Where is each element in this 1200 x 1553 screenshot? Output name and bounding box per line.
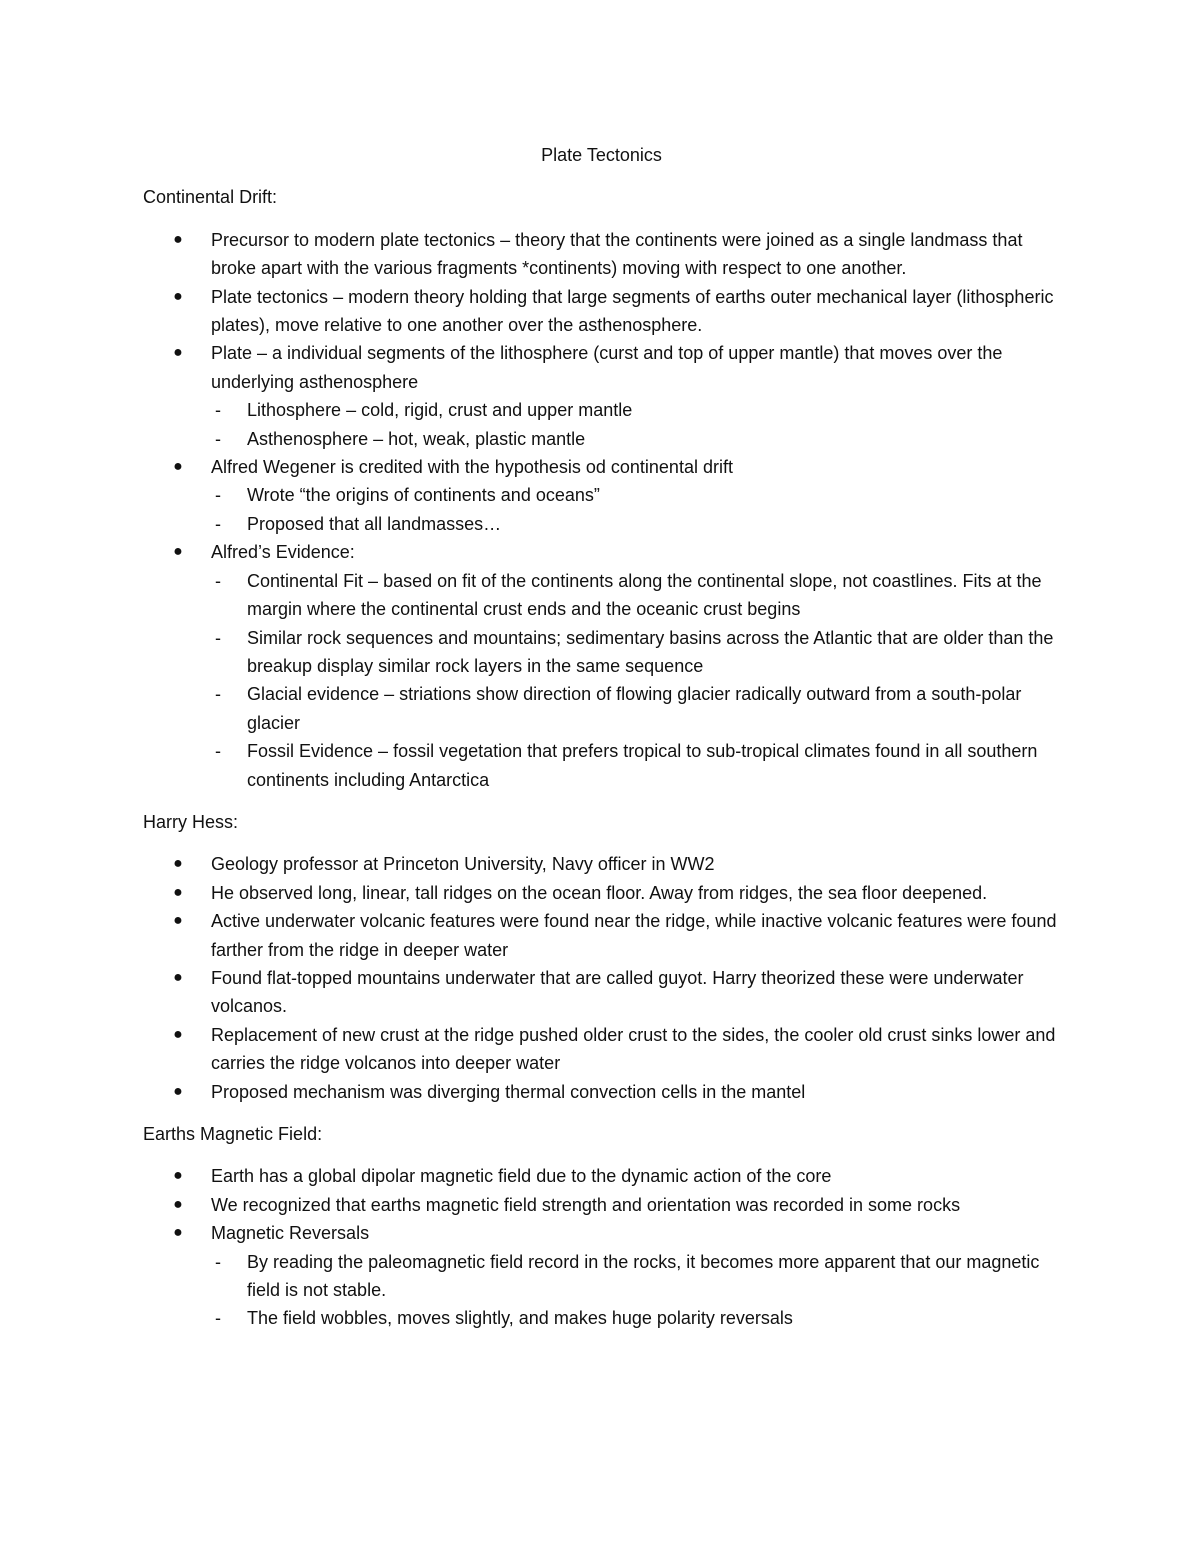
- sub-list-item: [211, 481, 1060, 509]
- dash-icon: -: [215, 485, 221, 506]
- bullet-icon: ●: [173, 1224, 183, 1242]
- sub-list-item-text: By reading the paleomagnetic field record in the rocks, it becomes more apparent that our magnetic field is not stable.: [247, 1251, 1040, 1301]
- list-item-text: Found flat-topped mountains underwater that are called guyot. Harry theorized these were underwater volcanos.: [211, 967, 1024, 1017]
- bullet-list-continental-drift: [143, 226, 1060, 794]
- list-item: [143, 339, 1060, 453]
- list-item: [143, 1078, 1060, 1106]
- list-item-text: Active underwater volcanic features were found near the ridge, while inactive volcanic features were found farther from the ridge in deeper water: [211, 911, 1057, 960]
- sub-list-item: [211, 396, 1060, 424]
- bullet-icon: ●: [173, 1082, 183, 1100]
- sub-list-item-text: Wrote “the origins of continents and oceans”: [247, 485, 600, 506]
- sub-list-item: [211, 737, 1060, 794]
- bullet-icon: ●: [173, 968, 183, 986]
- dash-icon: -: [215, 513, 221, 534]
- dash-icon: -: [215, 1308, 221, 1329]
- list-item-text: Alfred Wegener is credited with the hypothesis od continental drift: [211, 457, 733, 478]
- sub-list-item: [211, 680, 1060, 737]
- bullet-icon: ●: [173, 912, 183, 930]
- sub-list: [211, 396, 1060, 453]
- list-item: [143, 879, 1060, 907]
- list-item-text: Replacement of new crust at the ridge pushed older crust to the sides, the cooler old crust sinks lower and carries the ridge volcanos into deeper water: [211, 1024, 1056, 1074]
- list-item-text: Plate – a individual segments of the lithosphere (curst and top of upper mantle) that moves over the underlying asthenosphere: [211, 343, 1003, 392]
- list-item-text: Proposed mechanism was diverging thermal convection cells in the mantel: [211, 1081, 806, 1102]
- sub-list-item-text: Glacial evidence – striations show direction of flowing glacier radically outward from a south-polar glacier: [247, 684, 1022, 733]
- dash-icon: -: [215, 570, 221, 591]
- list-item: [143, 538, 1060, 794]
- list-item: [143, 1162, 1060, 1190]
- list-item: [143, 226, 1060, 283]
- sub-list-item-text: Similar rock sequences and mountains; sedimentary basins across the Atlantic that are older than the breakup display similar rock layers in the same sequence: [247, 627, 1054, 676]
- bullet-list-harry-hess: [143, 850, 1060, 1106]
- dash-icon: -: [215, 428, 221, 449]
- document-title: Plate Tectonics: [541, 145, 662, 165]
- list-item-text: Earth has a global dipolar magnetic field due to the dynamic action of the core: [211, 1166, 832, 1187]
- sub-list-item-text: Fossil Evidence – fossil vegetation that prefers tropical to sub-tropical climates found in all southern continents including Antarctica: [247, 741, 1038, 790]
- list-item-text: Plate tectonics – modern theory holding that large segments of earths outer mechanical layer (lithospheric plates), move relative to one another over the asthenosphere.: [211, 286, 1054, 336]
- list-item: [143, 1191, 1060, 1219]
- sub-list-item: [211, 1304, 1060, 1332]
- bullet-icon: ●: [173, 543, 183, 561]
- list-item: [143, 850, 1060, 878]
- sub-list-item: [211, 510, 1060, 538]
- bullet-icon: ●: [173, 287, 183, 305]
- sub-list-item-text: Continental Fit – based on fit of the continents along the continental slope, not coastlines. Fits at the margin where the continental crust ends and the oceanic crust begins: [247, 570, 1042, 620]
- sub-list-item-text: Asthenosphere – hot, weak, plastic mantle: [247, 428, 586, 449]
- list-item: [143, 283, 1060, 340]
- list-item-text: Magnetic Reversals: [211, 1223, 370, 1244]
- dash-icon: -: [215, 684, 221, 705]
- list-item: [143, 453, 1060, 538]
- dash-icon: -: [215, 1251, 221, 1272]
- list-item: [143, 1219, 1060, 1333]
- sub-list: [211, 1248, 1060, 1333]
- list-item: [143, 1021, 1060, 1078]
- dash-icon: -: [215, 627, 221, 648]
- sub-list-item-text: The field wobbles, moves slightly, and makes huge polarity reversals: [247, 1308, 793, 1329]
- list-item-text: He observed long, linear, tall ridges on the ocean floor. Away from ridges, the sea floor deepened.: [211, 882, 988, 903]
- bullet-icon: ●: [173, 883, 183, 901]
- section-heading-harry-hess: Harry Hess:: [143, 811, 239, 832]
- bullet-icon: ●: [173, 1195, 183, 1213]
- section-heading-continental-drift: Continental Drift:: [143, 187, 278, 208]
- dash-icon: -: [215, 400, 221, 421]
- sub-list-item-text: Lithosphere – cold, rigid, crust and upper mantle: [247, 400, 633, 421]
- list-item-text: Alfred’s Evidence:: [211, 542, 355, 563]
- list-item-text: Geology professor at Princeton University, Navy officer in WW2: [211, 854, 715, 875]
- bullet-icon: ●: [173, 855, 183, 873]
- list-item: [143, 964, 1060, 1021]
- section-heading-magnetic-field: Earths Magnetic Field:: [143, 1124, 323, 1144]
- sub-list-item: [211, 1248, 1060, 1305]
- bullet-list-magnetic-field: [143, 1162, 1060, 1332]
- bullet-icon: ●: [173, 1167, 183, 1185]
- list-item: [143, 907, 1060, 964]
- bullet-icon: ●: [173, 458, 183, 476]
- sub-list-item: [211, 567, 1060, 624]
- bullet-icon: ●: [173, 344, 183, 362]
- sub-list: [211, 567, 1060, 794]
- sub-list: [211, 481, 1060, 538]
- bullet-icon: ●: [173, 1025, 183, 1043]
- dash-icon: -: [215, 741, 221, 762]
- sub-list-item-text: Proposed that all landmasses…: [247, 513, 502, 534]
- bullet-icon: ●: [173, 230, 183, 248]
- list-item-text: Precursor to modern plate tectonics – theory that the continents were joined as a single landmass that broke apart with the various fragments *continents) moving with respect to one another.: [211, 229, 1023, 279]
- list-item-text: We recognized that earths magnetic field strength and orientation was recorded in some rocks: [211, 1194, 961, 1215]
- sub-list-item: [211, 624, 1060, 681]
- sub-list-item: [211, 425, 1060, 453]
